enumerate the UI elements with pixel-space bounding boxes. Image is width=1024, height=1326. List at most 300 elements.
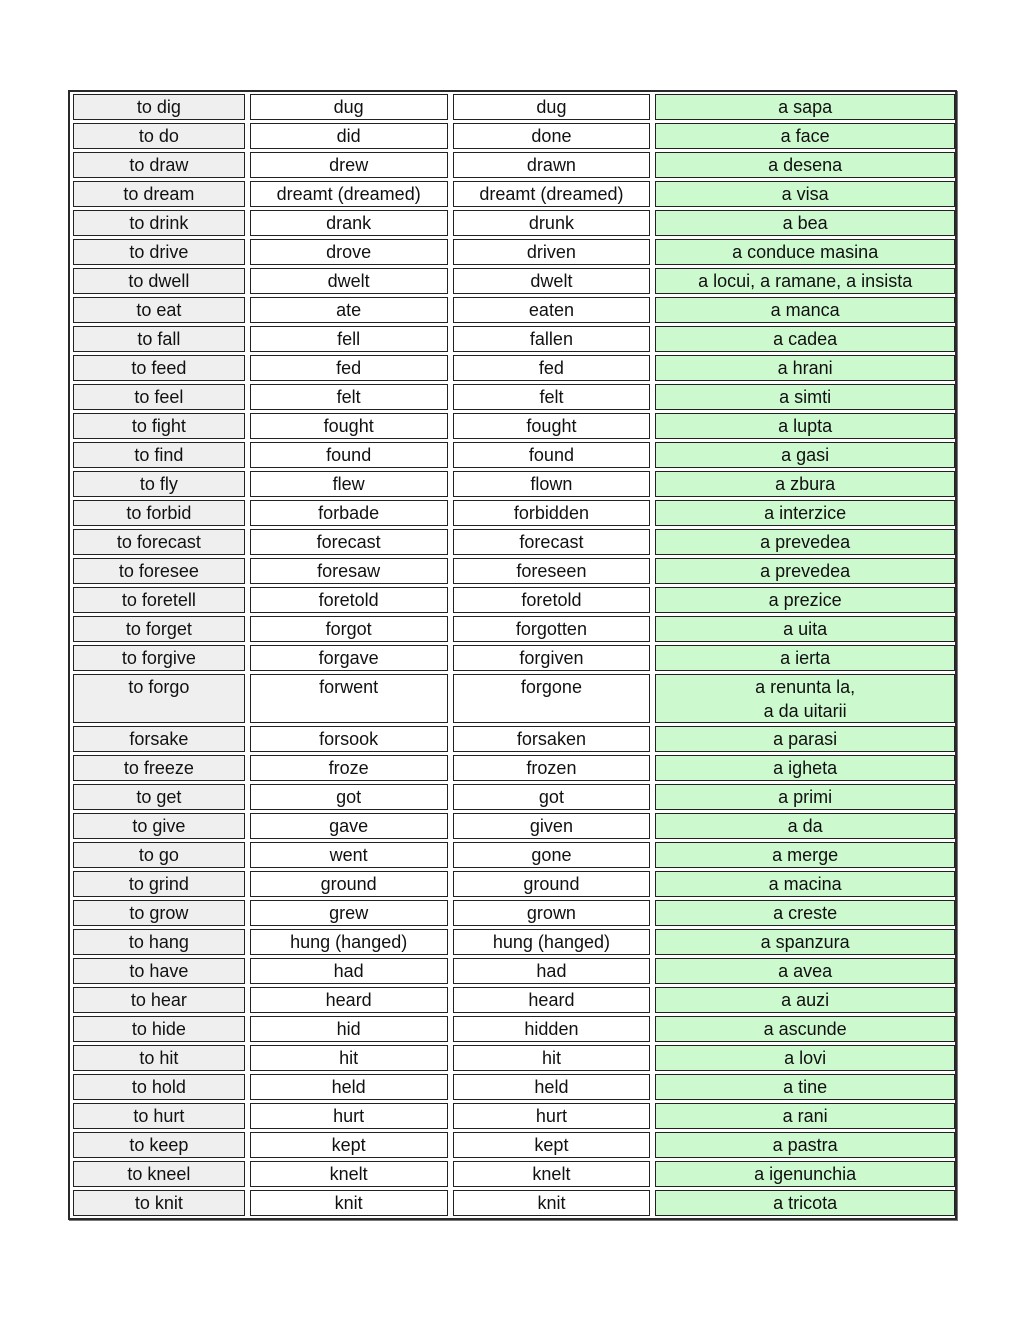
cell-text: dreamt (dreamed) bbox=[479, 184, 624, 204]
table-row bbox=[70, 1161, 955, 1187]
infinitive-cell bbox=[73, 1132, 245, 1158]
translation-cell bbox=[655, 268, 955, 294]
verb-table bbox=[68, 90, 957, 1220]
translation-cell bbox=[655, 326, 955, 352]
cell-text: to hide bbox=[131, 1019, 186, 1039]
translation-cell bbox=[655, 645, 955, 671]
cell-text: kept bbox=[331, 1135, 366, 1155]
cell-text: to freeze bbox=[123, 758, 194, 778]
cell-text: hung (hanged) bbox=[492, 932, 610, 952]
cell-text: a pastra bbox=[772, 1135, 838, 1155]
cell-text: a merge bbox=[772, 845, 839, 865]
cell-text-continuation: a da uitarii bbox=[763, 701, 847, 721]
past-simple-cell bbox=[250, 900, 448, 926]
past-participle-cell bbox=[453, 384, 651, 410]
cell-text: to foretell bbox=[121, 590, 196, 610]
past-simple-cell bbox=[250, 616, 448, 642]
infinitive-cell bbox=[73, 958, 245, 984]
cell-text: eaten bbox=[528, 300, 574, 320]
table-row bbox=[70, 784, 955, 810]
cell-text: forwent bbox=[319, 677, 379, 697]
past-simple-cell bbox=[250, 958, 448, 984]
infinitive-cell bbox=[73, 987, 245, 1013]
cell-text: a prevedea bbox=[760, 561, 851, 581]
cell-text: to forgive bbox=[121, 648, 196, 668]
cell-text: to eat bbox=[136, 300, 182, 320]
cell-text: dwelt bbox=[327, 271, 370, 291]
past-participle-cell bbox=[453, 900, 651, 926]
past-participle-cell bbox=[453, 616, 651, 642]
past-simple-cell bbox=[250, 871, 448, 897]
past-participle-cell bbox=[453, 442, 651, 468]
infinitive-cell bbox=[73, 755, 245, 781]
table-row bbox=[70, 1103, 955, 1129]
past-simple-cell bbox=[250, 413, 448, 439]
cell-text: done bbox=[531, 126, 572, 146]
table-row bbox=[70, 842, 955, 868]
cell-text: to give bbox=[132, 816, 186, 836]
past-participle-cell bbox=[453, 471, 651, 497]
cell-text: a interzice bbox=[764, 503, 847, 523]
table-row bbox=[70, 1190, 955, 1216]
cell-text: forbade bbox=[318, 503, 380, 523]
translation-cell bbox=[655, 181, 955, 207]
cell-text: knit bbox=[334, 1193, 363, 1213]
cell-text: forsake bbox=[129, 729, 189, 749]
cell-text: to have bbox=[129, 961, 189, 981]
cell-text: fell bbox=[337, 329, 361, 349]
translation-cell bbox=[655, 1103, 955, 1129]
past-simple-cell bbox=[250, 558, 448, 584]
cell-text: flew bbox=[332, 474, 365, 494]
cell-text: to hear bbox=[130, 990, 187, 1010]
past-simple-cell bbox=[250, 1190, 448, 1216]
past-participle-cell bbox=[453, 529, 651, 555]
past-participle-cell bbox=[453, 958, 651, 984]
translation-cell bbox=[655, 384, 955, 410]
cell-text: a conduce masina bbox=[732, 242, 879, 262]
infinitive-cell bbox=[73, 674, 245, 723]
cell-text: to dig bbox=[136, 97, 181, 117]
past-participle-cell bbox=[453, 500, 651, 526]
past-participle-cell bbox=[453, 813, 651, 839]
cell-text: found bbox=[528, 445, 574, 465]
cell-text: got bbox=[336, 787, 362, 807]
infinitive-cell bbox=[73, 900, 245, 926]
past-simple-cell bbox=[250, 1132, 448, 1158]
past-participle-cell bbox=[453, 645, 651, 671]
table-row bbox=[70, 1016, 955, 1042]
cell-text: to do bbox=[138, 126, 179, 146]
past-participle-cell bbox=[453, 755, 651, 781]
cell-text: gone bbox=[531, 845, 572, 865]
cell-text: hung (hanged) bbox=[290, 932, 408, 952]
table-row bbox=[70, 587, 955, 613]
past-participle-cell bbox=[453, 1074, 651, 1100]
past-simple-cell bbox=[250, 987, 448, 1013]
infinitive-cell bbox=[73, 1161, 245, 1187]
cell-text: hurt bbox=[535, 1106, 567, 1126]
cell-text: a zbura bbox=[775, 474, 836, 494]
cell-text: to foresee bbox=[118, 561, 199, 581]
past-participle-cell bbox=[453, 726, 651, 752]
cell-text: fallen bbox=[529, 329, 573, 349]
infinitive-cell bbox=[73, 210, 245, 236]
cell-text: a parasi bbox=[773, 729, 838, 749]
cell-text: forgave bbox=[318, 648, 379, 668]
translation-cell bbox=[655, 1045, 955, 1071]
cell-text: to dwell bbox=[128, 271, 190, 291]
cell-text: to grind bbox=[128, 874, 189, 894]
past-participle-cell bbox=[453, 297, 651, 323]
cell-text: to knit bbox=[134, 1193, 183, 1213]
cell-text: had bbox=[536, 961, 567, 981]
cell-text: fed bbox=[336, 358, 362, 378]
translation-cell bbox=[655, 152, 955, 178]
infinitive-cell bbox=[73, 442, 245, 468]
past-simple-cell bbox=[250, 529, 448, 555]
table-row bbox=[70, 958, 955, 984]
cell-text: flown bbox=[530, 474, 573, 494]
cell-text: drew bbox=[329, 155, 369, 175]
cell-text: forgiven bbox=[519, 648, 584, 668]
translation-cell bbox=[655, 1161, 955, 1187]
cell-text: a cadea bbox=[773, 329, 838, 349]
cell-text: heard bbox=[528, 990, 575, 1010]
cell-text: to hurt bbox=[133, 1106, 185, 1126]
past-simple-cell bbox=[250, 297, 448, 323]
cell-text: hidden bbox=[524, 1019, 579, 1039]
cell-text: drawn bbox=[526, 155, 576, 175]
infinitive-cell bbox=[73, 500, 245, 526]
past-simple-cell bbox=[250, 355, 448, 381]
cell-text: a bea bbox=[782, 213, 828, 233]
cell-text: to hit bbox=[139, 1048, 179, 1068]
cell-text: a rani bbox=[782, 1106, 828, 1126]
infinitive-cell bbox=[73, 123, 245, 149]
cell-text: a visa bbox=[781, 184, 829, 204]
cell-text: hit bbox=[339, 1048, 359, 1068]
table-row bbox=[70, 558, 955, 584]
cell-text: to feed bbox=[131, 358, 187, 378]
translation-cell bbox=[655, 784, 955, 810]
infinitive-cell bbox=[73, 297, 245, 323]
cell-text: foresaw bbox=[317, 561, 381, 581]
cell-text: ground bbox=[523, 874, 580, 894]
cell-text: did bbox=[336, 126, 361, 146]
cell-text: a desena bbox=[768, 155, 843, 175]
past-simple-cell bbox=[250, 152, 448, 178]
past-participle-cell bbox=[453, 1045, 651, 1071]
cell-text: to find bbox=[134, 445, 184, 465]
past-simple-cell bbox=[250, 929, 448, 955]
cell-text: a locui, a ramane, a insista bbox=[698, 271, 913, 291]
table-row bbox=[70, 268, 955, 294]
past-participle-cell bbox=[453, 1103, 651, 1129]
table-row bbox=[70, 529, 955, 555]
cell-text: held bbox=[534, 1077, 569, 1097]
infinitive-cell bbox=[73, 239, 245, 265]
cell-text: fought bbox=[526, 416, 577, 436]
cell-text: to dream bbox=[123, 184, 195, 204]
table-row bbox=[70, 239, 955, 265]
table-row bbox=[70, 726, 955, 752]
cell-text: forsook bbox=[319, 729, 379, 749]
infinitive-cell bbox=[73, 929, 245, 955]
cell-text: foretold bbox=[521, 590, 582, 610]
cell-text: foreseen bbox=[516, 561, 587, 581]
past-participle-cell bbox=[453, 1132, 651, 1158]
past-participle-cell bbox=[453, 1190, 651, 1216]
infinitive-cell bbox=[73, 94, 245, 120]
translation-cell bbox=[655, 529, 955, 555]
cell-text: had bbox=[333, 961, 364, 981]
cell-text: to draw bbox=[129, 155, 189, 175]
table-row bbox=[70, 871, 955, 897]
translation-cell bbox=[655, 413, 955, 439]
cell-text: forgotten bbox=[515, 619, 587, 639]
past-simple-cell bbox=[250, 268, 448, 294]
translation-cell bbox=[655, 1132, 955, 1158]
translation-cell bbox=[655, 958, 955, 984]
past-participle-cell bbox=[453, 842, 651, 868]
past-participle-cell bbox=[453, 239, 651, 265]
infinitive-cell bbox=[73, 587, 245, 613]
cell-text: a spanzura bbox=[760, 932, 850, 952]
cell-text: a tine bbox=[783, 1077, 828, 1097]
infinitive-cell bbox=[73, 784, 245, 810]
translation-cell bbox=[655, 471, 955, 497]
past-participle-cell bbox=[453, 210, 651, 236]
past-simple-cell bbox=[250, 326, 448, 352]
cell-text: a prezice bbox=[768, 590, 842, 610]
cell-text: a auzi bbox=[781, 990, 830, 1010]
cell-text: hurt bbox=[333, 1106, 365, 1126]
cell-text: driven bbox=[526, 242, 576, 262]
cell-text: forsaken bbox=[516, 729, 586, 749]
cell-text: dreamt (dreamed) bbox=[276, 184, 421, 204]
past-simple-cell bbox=[250, 181, 448, 207]
table-row bbox=[70, 755, 955, 781]
cell-text: to forget bbox=[125, 619, 192, 639]
translation-cell bbox=[655, 1190, 955, 1216]
cell-text: drunk bbox=[528, 213, 574, 233]
infinitive-cell bbox=[73, 152, 245, 178]
infinitive-cell bbox=[73, 326, 245, 352]
cell-text: to kneel bbox=[127, 1164, 191, 1184]
table-row bbox=[70, 210, 955, 236]
past-simple-cell bbox=[250, 1045, 448, 1071]
cell-text: to forgo bbox=[128, 677, 190, 697]
past-participle-cell bbox=[453, 987, 651, 1013]
infinitive-cell bbox=[73, 471, 245, 497]
cell-text: ground bbox=[320, 874, 377, 894]
past-simple-cell bbox=[250, 442, 448, 468]
translation-cell bbox=[655, 239, 955, 265]
past-participle-cell bbox=[453, 181, 651, 207]
cell-text: fought bbox=[323, 416, 374, 436]
past-participle-cell bbox=[453, 268, 651, 294]
cell-text: forgone bbox=[520, 677, 582, 697]
infinitive-cell bbox=[73, 1016, 245, 1042]
table-row bbox=[70, 1045, 955, 1071]
cell-text: knelt bbox=[532, 1164, 571, 1184]
cell-text: forecast bbox=[519, 532, 584, 552]
cell-text: forecast bbox=[316, 532, 381, 552]
cell-text: a uita bbox=[783, 619, 828, 639]
cell-text: a lupta bbox=[778, 416, 833, 436]
cell-text: a macina bbox=[768, 874, 842, 894]
cell-text: knelt bbox=[329, 1164, 368, 1184]
table-row bbox=[70, 471, 955, 497]
translation-cell bbox=[655, 929, 955, 955]
table-row bbox=[70, 616, 955, 642]
past-simple-cell bbox=[250, 94, 448, 120]
past-simple-cell bbox=[250, 239, 448, 265]
cell-text: forbidden bbox=[513, 503, 589, 523]
cell-text: foretold bbox=[318, 590, 379, 610]
cell-text: knit bbox=[537, 1193, 566, 1213]
past-participle-cell bbox=[453, 674, 651, 723]
past-simple-cell bbox=[250, 500, 448, 526]
past-simple-cell bbox=[250, 1016, 448, 1042]
translation-cell bbox=[655, 813, 955, 839]
translation-cell bbox=[655, 500, 955, 526]
table-row bbox=[70, 413, 955, 439]
table-row bbox=[70, 1074, 955, 1100]
past-participle-cell bbox=[453, 587, 651, 613]
cell-text: a ascunde bbox=[763, 1019, 847, 1039]
cell-text: to get bbox=[136, 787, 182, 807]
past-simple-cell bbox=[250, 674, 448, 723]
cell-text: to keep bbox=[129, 1135, 189, 1155]
cell-text: dwelt bbox=[530, 271, 573, 291]
cell-text: drove bbox=[326, 242, 372, 262]
table-row bbox=[70, 442, 955, 468]
cell-text: a ierta bbox=[780, 648, 831, 668]
past-participle-cell bbox=[453, 94, 651, 120]
past-simple-cell bbox=[250, 471, 448, 497]
past-simple-cell bbox=[250, 384, 448, 410]
cell-text: to forbid bbox=[126, 503, 192, 523]
cell-text: to hold bbox=[131, 1077, 186, 1097]
translation-cell bbox=[655, 1074, 955, 1100]
past-participle-cell bbox=[453, 413, 651, 439]
translation-cell bbox=[655, 1016, 955, 1042]
translation-cell bbox=[655, 900, 955, 926]
table-row bbox=[70, 152, 955, 178]
infinitive-cell bbox=[73, 181, 245, 207]
table-row bbox=[70, 674, 955, 723]
translation-cell bbox=[655, 355, 955, 381]
past-simple-cell bbox=[250, 784, 448, 810]
cell-text: grew bbox=[329, 903, 369, 923]
cell-text: a face bbox=[780, 126, 830, 146]
table-row bbox=[70, 645, 955, 671]
cell-text: to grow bbox=[129, 903, 189, 923]
cell-text: a igheta bbox=[773, 758, 838, 778]
table-row bbox=[70, 94, 955, 120]
infinitive-cell bbox=[73, 413, 245, 439]
cell-text: a lovi bbox=[784, 1048, 827, 1068]
translation-cell bbox=[655, 297, 955, 323]
cell-text: dug bbox=[536, 97, 567, 117]
past-simple-cell bbox=[250, 210, 448, 236]
infinitive-cell bbox=[73, 1045, 245, 1071]
past-participle-cell bbox=[453, 929, 651, 955]
cell-text: to drive bbox=[129, 242, 189, 262]
translation-cell bbox=[655, 123, 955, 149]
table-row bbox=[70, 987, 955, 1013]
cell-text: a gasi bbox=[781, 445, 830, 465]
past-simple-cell bbox=[250, 645, 448, 671]
cell-text: a prevedea bbox=[760, 532, 851, 552]
cell-text: hit bbox=[541, 1048, 561, 1068]
past-simple-cell bbox=[250, 755, 448, 781]
cell-text: given bbox=[529, 816, 573, 836]
infinitive-cell bbox=[73, 842, 245, 868]
past-participle-cell bbox=[453, 1161, 651, 1187]
cell-text: to hang bbox=[128, 932, 189, 952]
table-row bbox=[70, 929, 955, 955]
infinitive-cell bbox=[73, 384, 245, 410]
cell-text: kept bbox=[534, 1135, 569, 1155]
cell-text: to fight bbox=[131, 416, 186, 436]
infinitive-cell bbox=[73, 558, 245, 584]
cell-text: hid bbox=[336, 1019, 361, 1039]
past-participle-cell bbox=[453, 152, 651, 178]
past-participle-cell bbox=[453, 871, 651, 897]
translation-cell bbox=[655, 558, 955, 584]
cell-text: to fly bbox=[139, 474, 178, 494]
cell-text: dug bbox=[333, 97, 364, 117]
table-row bbox=[70, 123, 955, 149]
past-participle-cell bbox=[453, 558, 651, 584]
cell-text: drank bbox=[326, 213, 372, 233]
past-participle-cell bbox=[453, 355, 651, 381]
infinitive-cell bbox=[73, 645, 245, 671]
cell-text: a creste bbox=[773, 903, 838, 923]
table-row bbox=[70, 181, 955, 207]
cell-text: to feel bbox=[134, 387, 184, 407]
cell-text: froze bbox=[328, 758, 369, 778]
past-participle-cell bbox=[453, 784, 651, 810]
cell-text: frozen bbox=[526, 758, 577, 778]
translation-cell bbox=[655, 755, 955, 781]
cell-text: gave bbox=[329, 816, 369, 836]
cell-text: a primi bbox=[778, 787, 833, 807]
past-participle-cell bbox=[453, 326, 651, 352]
cell-text: felt bbox=[539, 387, 564, 407]
translation-cell bbox=[655, 616, 955, 642]
cell-text: grown bbox=[526, 903, 576, 923]
cell-text: a manca bbox=[770, 300, 840, 320]
infinitive-cell bbox=[73, 726, 245, 752]
cell-text: went bbox=[329, 845, 368, 865]
cell-text: a avea bbox=[778, 961, 833, 981]
cell-text: got bbox=[538, 787, 564, 807]
cell-text: found bbox=[326, 445, 372, 465]
cell-text: forgot bbox=[325, 619, 372, 639]
table-row bbox=[70, 500, 955, 526]
translation-cell bbox=[655, 674, 955, 723]
cell-text: heard bbox=[325, 990, 372, 1010]
past-simple-cell bbox=[250, 1161, 448, 1187]
infinitive-cell bbox=[73, 616, 245, 642]
translation-cell bbox=[655, 987, 955, 1013]
translation-cell bbox=[655, 587, 955, 613]
past-simple-cell bbox=[250, 813, 448, 839]
